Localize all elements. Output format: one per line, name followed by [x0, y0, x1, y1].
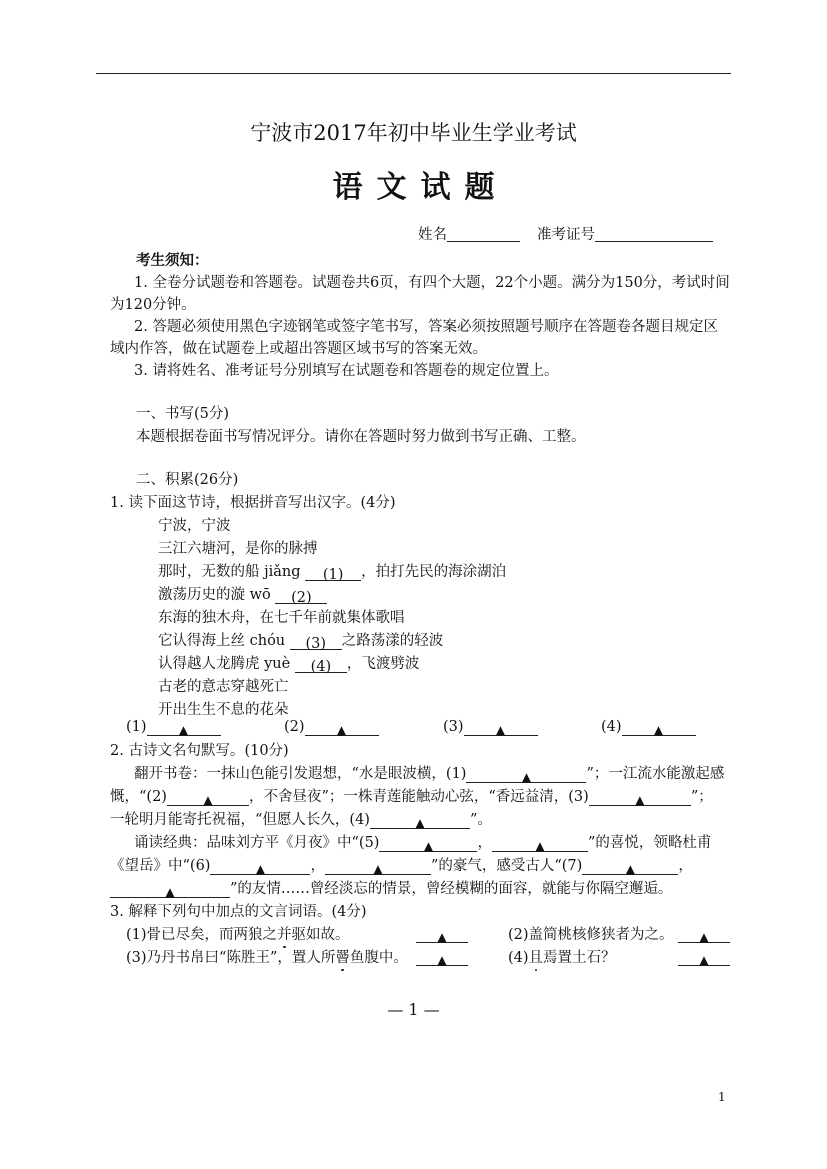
q2-row-5: 《望岳》中“(6) ▲ ， ▲ ”的豪气，感受古人“(7) ▲ ，: [110, 858, 693, 876]
section1-heading: 一、书写(5分): [136, 406, 230, 422]
q2-stem: 2. 古诗文名句默写。(10分): [110, 743, 289, 759]
q3-blank-4[interactable]: ▲: [678, 950, 730, 966]
q2-row-4: 诵读经典：品味刘方平《月夜》中“(5) ▲ ， ▲ ”的喜悦，领略杜甫: [134, 835, 712, 853]
subject-title: 语文试题: [332, 170, 509, 205]
poem-line-6: 它认得海上丝 chóu (3) 之路荡漾的轻波: [158, 633, 444, 652]
answer-marker-icon: ▲: [336, 723, 347, 737]
q2-row-1: 翻开书卷：一抹山色能引发遐想，“水是眼波横，(1) ▲ ”；一江流水能激起感: [134, 766, 725, 784]
q2-blank-5b[interactable]: ▲: [492, 836, 588, 852]
poem-line-2: 三江六塘河，是你的脉搏: [158, 541, 318, 557]
q2-row-3: 一轮明月能寄托祝福，“但愿人长久，(4) ▲ ”。: [110, 812, 492, 830]
dotted-word: 并: [277, 927, 292, 943]
q3-item-2: (2)盖简桃核修狭者为之。: [508, 927, 674, 943]
q2-blank-7a[interactable]: ▲: [582, 859, 678, 875]
section2-heading: 二、积累(26分): [136, 472, 239, 488]
exam-id-field[interactable]: [537, 225, 713, 245]
q1-answer-4[interactable]: (4) ▲: [601, 717, 696, 737]
name-label: 姓名: [418, 227, 447, 243]
q1-answer-1[interactable]: (1) ▲: [126, 717, 221, 737]
poem-line-3: 那时，无数的船 jiǎng (1) ，拍打先民的海涂湖泊: [158, 564, 507, 583]
q3-blank-3[interactable]: ▲: [416, 950, 468, 966]
q3-item-3: (3)乃丹书帛曰“陈胜王”，置人所罾鱼腹中。: [126, 950, 408, 966]
poem-line-1: 宁波，宁波: [158, 518, 231, 534]
notice-line-2b: 域内作答，做在试题卷上或超出答题区域书写的答案无效。: [110, 341, 487, 357]
poem-blank-4[interactable]: (4): [295, 657, 347, 673]
q2-row-2: 慨，“(2) ▲ ，不舍昼夜”；一株青莲能触动心弦，“香远益清，(3) ▲ ”；: [110, 789, 713, 807]
poem-line-4: 激荡历史的漩 wō (2): [158, 585, 327, 605]
notice-line-1b: 为120分钟。: [110, 297, 196, 313]
poem-blank-2[interactable]: (2): [275, 588, 327, 604]
answer-marker-icon: ▲: [495, 723, 506, 737]
name-field[interactable]: [418, 225, 520, 245]
section1-text: 本题根据卷面书写情况评分。请你在答题时努力做到书写正确、工整。: [136, 429, 586, 445]
q3-item-4: (4)且焉置土石？: [508, 950, 616, 966]
q2-blank-1[interactable]: ▲: [466, 767, 586, 783]
dotted-word: 且: [528, 950, 544, 966]
poem-line-5: 东海的独木舟，在七千年前就集体歌唱: [158, 610, 405, 626]
q2-blank-6b[interactable]: ▲: [325, 859, 431, 875]
q1-answer-2[interactable]: (2) ▲: [284, 717, 379, 737]
notice-line-3: 3. 请将姓名、准考证号分别填写在试题卷和答题卷的规定位置上。: [134, 363, 559, 379]
exam-title: 宁波市2017年初中毕业生学业考试: [250, 121, 577, 145]
q1-answer-3[interactable]: (3) ▲: [443, 717, 538, 737]
page-corner-number: 1: [718, 1090, 726, 1104]
top-rule: [96, 73, 731, 74]
q3-stem: 3. 解释下列句中加点的文言词语。(4分): [110, 904, 367, 920]
poem-blank-1[interactable]: (1): [305, 565, 361, 581]
poem-line-9: 开出生生不息的花朵: [158, 702, 289, 718]
q2-blank-5a[interactable]: ▲: [379, 836, 477, 852]
notice-heading: 考生须知：: [136, 252, 209, 269]
poem-blank-3[interactable]: (3): [290, 634, 342, 650]
q2-blank-2[interactable]: ▲: [167, 790, 249, 806]
answer-marker-icon: ▲: [653, 723, 664, 737]
q2-blank-3[interactable]: ▲: [589, 790, 691, 806]
exam-id-blank[interactable]: [595, 226, 713, 242]
poem-line-8: 古老的意志穿越死亡: [158, 679, 289, 695]
q3-blank-2[interactable]: ▲: [678, 927, 730, 943]
notice-line-1a: 1. 全卷分试题卷和答题卷。试题卷共6页，有四个大题，22个小题。满分为150分，考试时间: [134, 275, 730, 291]
dotted-word: 罾: [335, 950, 350, 966]
q2-blank-6a[interactable]: ▲: [210, 859, 310, 875]
poem-line-7: 认得越人龙腾虎 yuè (4) ，飞渡劈波: [158, 656, 420, 675]
exam-id-label: 准考证号: [537, 227, 595, 243]
answer-marker-icon: ▲: [178, 723, 189, 737]
q3-item-1: (1)骨已尽矣，而两狼之并驱如故。: [126, 927, 350, 943]
q2-blank-7b[interactable]: ▲: [110, 882, 230, 898]
name-blank[interactable]: [447, 226, 520, 242]
q2-blank-4[interactable]: ▲: [370, 813, 470, 829]
q1-stem: 1. 读下面这节诗，根据拼音写出汉字。(4分): [110, 495, 396, 511]
q2-row-6: ▲ ”的友情……曾经淡忘的情景，曾经模糊的面容，就能与你隔空邂逅。: [110, 879, 672, 899]
q3-blank-1[interactable]: ▲: [416, 927, 468, 943]
notice-line-2a: 2. 答题必须使用黑色字迹钢笔或签字笔书写，答案必须按照题号顺序在答题卷各题目规定区: [134, 319, 718, 335]
page-number: — 1 —: [387, 1000, 440, 1019]
